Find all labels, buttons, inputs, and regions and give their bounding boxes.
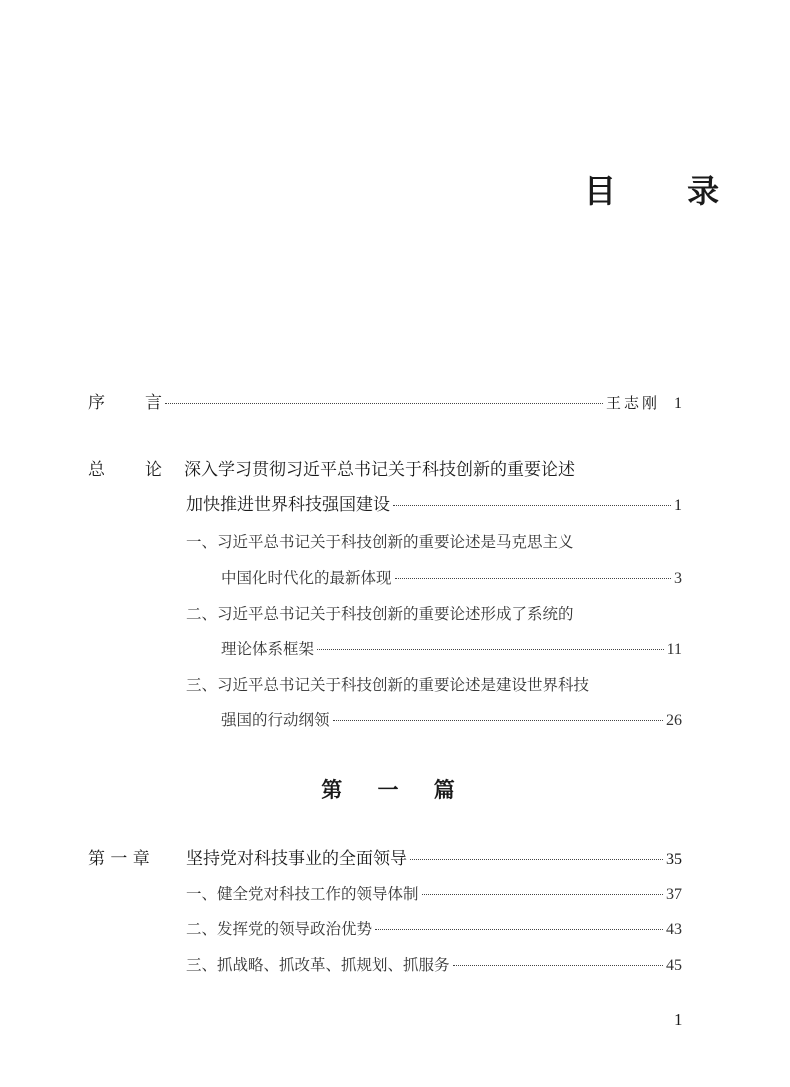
page-number: 37 — [666, 886, 682, 903]
dot-leader — [333, 720, 663, 721]
toc-title: 目 录 — [584, 172, 750, 210]
entry-label: 总 — [88, 460, 105, 480]
page-number: 1 — [674, 497, 682, 514]
toc-section-3-line1[interactable] — [186, 673, 589, 695]
author: 王志刚 — [605, 394, 660, 412]
section-title: 中国化时代化的最新体现 — [221, 569, 392, 587]
dot-leader — [375, 929, 663, 930]
section-title: 二、发挥党的领导政治优势 — [186, 920, 373, 938]
toc-chapter1-section-2[interactable] — [186, 917, 682, 939]
dot-leader — [410, 859, 663, 860]
page-number: 3 — [674, 570, 682, 587]
toc-section-3-line2[interactable] — [221, 708, 682, 730]
dot-leader — [165, 403, 603, 404]
page-number: 26 — [666, 712, 682, 729]
dot-leader — [422, 894, 663, 895]
toc-entry-preface[interactable] — [88, 388, 682, 413]
section-title: 二、习近平总书记关于科技创新的重要论述形成了系统的 — [186, 605, 574, 623]
dot-leader — [395, 578, 671, 579]
toc-chapter1-section-3[interactable] — [186, 953, 682, 975]
section-title: 三、习近平总书记关于科技创新的重要论述是建设世界科技 — [186, 676, 590, 694]
chapter-title: 坚持党对科技事业的全面领导 — [186, 849, 407, 869]
entry-label: 论 — [145, 460, 162, 480]
dot-leader — [453, 965, 663, 966]
toc-section-2-line2[interactable] — [221, 637, 682, 659]
dot-leader — [393, 505, 671, 506]
entry-label: 序 — [88, 393, 105, 413]
entry-label: 言 — [145, 393, 162, 413]
section-title: 一、习近平总书记关于科技创新的重要论述是马克思主义 — [186, 533, 574, 551]
section-title: 强国的行动纲领 — [221, 711, 330, 729]
toc-section-1-line2[interactable] — [221, 566, 682, 588]
section-title: 理论体系框架 — [221, 640, 315, 658]
page-number: 35 — [666, 851, 682, 868]
entry-title: 加快推进世界科技强国建设 — [186, 495, 390, 515]
toc-chapter1-section-1[interactable] — [186, 882, 682, 904]
toc-section-2-line1[interactable] — [186, 602, 574, 624]
section-title: 三、抓战略、抓改革、抓规划、抓服务 — [186, 956, 450, 974]
part-title: 第 一 篇 — [321, 777, 469, 802]
toc-section-1-line1[interactable] — [186, 530, 574, 552]
page-number: 43 — [666, 921, 682, 938]
toc-entry-chapter-1[interactable] — [88, 844, 682, 869]
footer-page-number: 1 — [674, 1010, 683, 1029]
page-number: 11 — [666, 641, 682, 658]
toc-entry-general-line2[interactable] — [186, 490, 682, 515]
page-number: 1 — [674, 395, 682, 412]
chapter-label: 第 一 章 — [88, 849, 150, 869]
entry-title: 深入学习贯彻习近平总书记关于科技创新的重要论述 — [184, 460, 575, 480]
section-title: 一、健全党对科技工作的领导体制 — [186, 885, 419, 903]
dot-leader — [317, 649, 664, 650]
page-number: 45 — [666, 957, 682, 974]
toc-entry-general-line1[interactable] — [88, 455, 575, 480]
